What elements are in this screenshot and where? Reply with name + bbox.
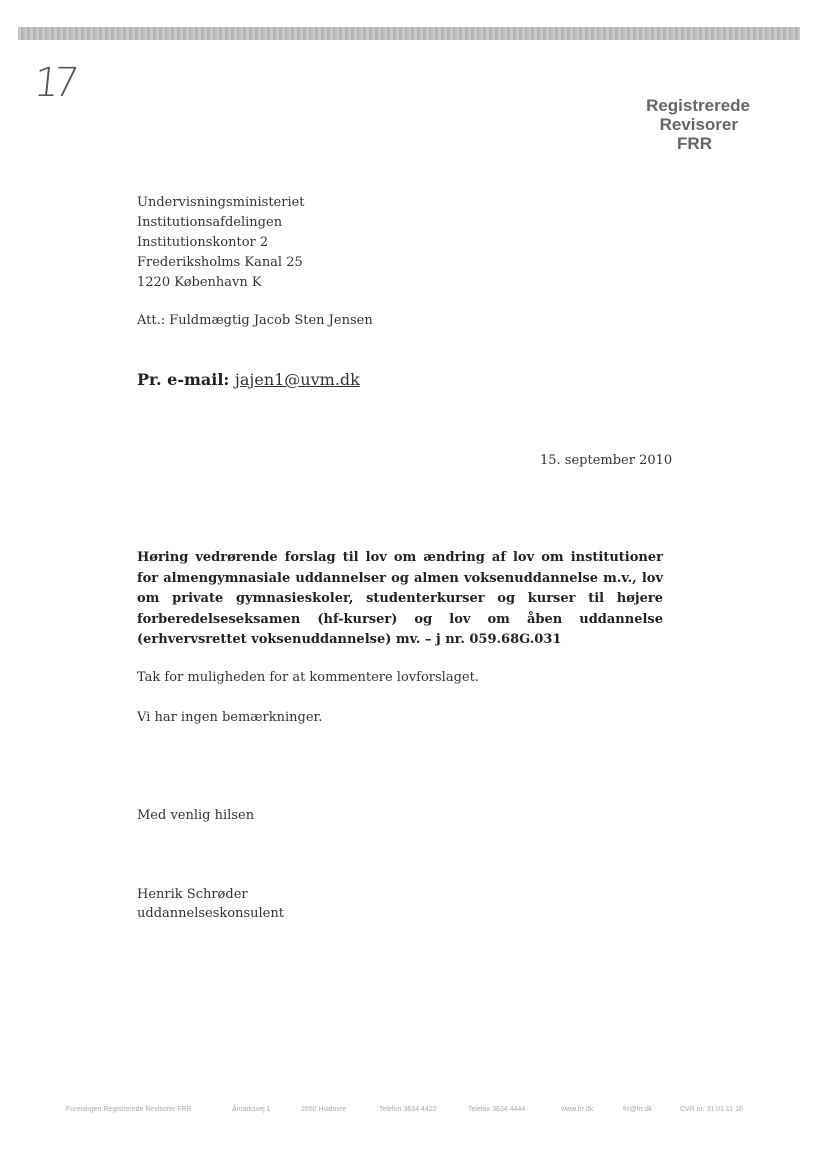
logo-line-3: FRR xyxy=(677,134,712,153)
logo-line-2: Revisorer xyxy=(659,115,738,134)
footer-phone: Telefon 3634 4422 xyxy=(379,1106,437,1113)
footer-fax: Telefax 3634 4444 xyxy=(468,1106,526,1113)
closing-salutation: Med venlig hilsen xyxy=(137,808,255,823)
footer-web: www.frr.dk xyxy=(561,1106,594,1113)
address-line: Institutionskontor 2 xyxy=(137,235,269,250)
body-paragraph-2: Vi har ingen bemærkninger. xyxy=(137,710,323,725)
letter-date: 15. september 2010 xyxy=(540,453,673,468)
logo-line-1: Registrerede xyxy=(646,96,750,115)
subject-heading: Høring vedrørende forslag til lov om ændring af lov om institutioner for almengymnasiale uddannelser og almen voksenuddannelse m.v., lov om private gymnasieskoler, studenterkurser og kurser til højere forberedelseseksamen (hf-kurser) og lov om åben uddannelse (erhvervsrettet voksenuddannelse) mv. – j nr. 059.68G.031 xyxy=(137,550,663,647)
body-paragraph-1: Tak for muligheden for at kommentere lovforslaget. xyxy=(137,670,479,685)
signer-title: uddannelseskonsulent xyxy=(137,906,284,921)
footer-mail: frr@frr.dk xyxy=(623,1106,653,1113)
address-line: 1220 København K xyxy=(137,275,262,290)
signature-block xyxy=(137,885,284,923)
address-line: Institutionsafdelingen xyxy=(137,215,283,230)
recipient-address xyxy=(137,193,305,293)
address-line: Frederiksholms Kanal 25 xyxy=(137,255,303,270)
address-line: Undervisningsministeriet xyxy=(137,195,305,210)
email-link[interactable]: jajen1@uvm.dk xyxy=(234,370,360,389)
footer-org: Foreningen Registrerede Revisorer FRR xyxy=(66,1106,192,1113)
scan-header-bar xyxy=(18,27,800,40)
email-label: Pr. e-mail: xyxy=(137,370,230,389)
footer-street: Åmarksvej 1 xyxy=(232,1106,271,1113)
frr-logo xyxy=(620,96,760,153)
footer-cvr: CVR nr. 31 01 11 16 xyxy=(680,1106,743,1113)
attention-line: Att.: Fuldmægtig Jacob Sten Jensen xyxy=(137,313,373,328)
email-line xyxy=(137,370,360,389)
footer-city: 2650 Hvidovre xyxy=(301,1106,347,1113)
handwritten-page-number: 17 xyxy=(31,60,76,106)
signer-name: Henrik Schrøder xyxy=(137,887,248,902)
